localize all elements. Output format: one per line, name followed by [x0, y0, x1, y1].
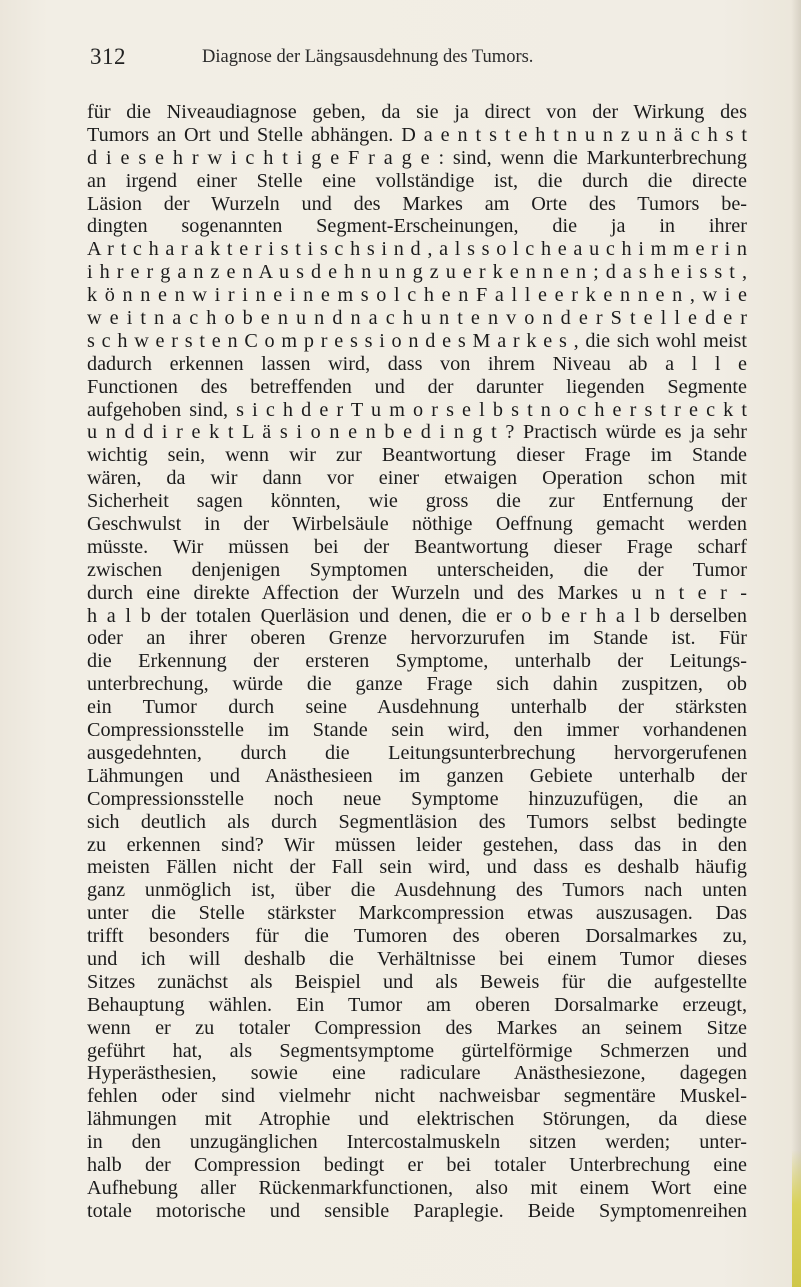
text-line: w e i t n a c h o b e n u n d n a c h u n t e n v o n d e r S t e l l e d e r	[87, 307, 747, 330]
text-line: und ich will deshalb die Verhältnisse bei einem Tumor dieses	[87, 947, 747, 970]
text-line: lähmungen mit Atrophie und elektrischen Störungen, da diese	[87, 1108, 747, 1131]
page-edge-discoloration	[792, 1150, 801, 1287]
text-line: ausgedehnten, durch die Leitungsunterbrechung hervorgerufenen	[87, 741, 747, 764]
text-line: Compressionsstelle im Stande sein wird, den immer vorhandenen	[87, 719, 747, 742]
page-edge-shadow	[791, 0, 801, 1287]
text-line: Lähmungen und Anästhesieen im ganzen Gebiete unterhalb der	[87, 764, 747, 787]
text-line: aufgehoben sind, s i c h d e r T u m o r s e l b s t n o c h e r s t r e c k t	[87, 398, 747, 421]
text-line: Aufhebung aller Rückenmarkfunctionen, also mit einem Wort eine	[87, 1176, 747, 1199]
text-line: trifft besonders für die Tumoren des oberen Dorsalmarkes zu,	[87, 925, 747, 948]
text-line: dingten sogenannten Segment-Erscheinungen, die ja in ihrer	[87, 215, 747, 238]
page-header	[90, 44, 740, 72]
text-line: geführt hat, als Segmentsymptome gürtelförmige Schmerzen und	[87, 1039, 747, 1062]
text-line: u n d d i r e k t L ä s i o n e n b e d i n g t ? Practisch würde es ja sehr	[87, 421, 747, 444]
text-line: durch eine direkte Affection der Wurzeln und des Markes u n t e r -	[87, 581, 747, 604]
text-line: A r t c h a r a k t e r i s t i s c h s i n d , a l s s o l c h e a u c h i m m e r i n	[87, 238, 747, 261]
text-line: Sicherheit sagen könnten, wie gross die zur Entfernung der	[87, 490, 747, 513]
text-line: h a l b der totalen Querläsion und denen, die er o b e r h a l b derselben	[87, 604, 747, 627]
text-line: wenn er zu totaler Compression des Markes an seinem Sitze	[87, 1016, 747, 1039]
text-line: Compressionsstelle noch neue Symptome hinzuzufügen, die an	[87, 787, 747, 810]
running-title: Diagnose der Längsausdehnung des Tumors.	[202, 47, 534, 67]
text-line: sich deutlich als durch Segmentläsion des Tumors selbst bedingte	[87, 810, 747, 833]
text-line: oder an ihrer oberen Grenze hervorzurufen im Stande ist. Für	[87, 627, 747, 650]
text-line: Läsion der Wurzeln und des Markes am Orte des Tumors be-	[87, 192, 747, 215]
text-line: i h r e r g a n z e n A u s d e h n u n g z u e r k e n n e n ; d a s h e i s s t ,	[87, 261, 747, 284]
text-line: für die Niveaudiagnose geben, da sie ja direct von der Wirkung des	[87, 101, 747, 123]
text-line: Geschwulst in der Wirbelsäule nöthige Oeffnung gemacht werden	[87, 513, 747, 536]
text-line: totale motorische und sensible Paraplegie. Beide Symptomenreihen	[87, 1199, 747, 1222]
text-line: zu erkennen sind? Wir müssen leider gestehen, dass das in den	[87, 833, 747, 856]
text-line: die Erkennung der ersteren Symptome, unterhalb der Leitungs-	[87, 650, 747, 673]
text-line: unterbrechung, würde die ganze Frage sich dahin zuspitzen, ob	[87, 673, 747, 696]
text-line: d i e s e h r w i c h t i g e F r a g e : sind, wenn die Markunterbrechung	[87, 146, 747, 169]
text-line: unter die Stelle stärkster Markcompression etwas auszusagen. Das	[87, 902, 747, 925]
text-line: k ö n n e n w i r i n e i n e m s o l c h e n F a l l e e r k e n n e n , w i e	[87, 284, 747, 307]
text-line: Sitzes zunächst als Beispiel und als Beweis für die aufgestellte	[87, 970, 747, 993]
text-line: Hyperästhesien, sowie eine radiculare Anästhesiezone, dagegen	[87, 1062, 747, 1085]
text-line: meisten Fällen nicht der Fall sein wird, und dass es deshalb häufig	[87, 856, 747, 879]
text-line: ein Tumor durch seine Ausdehnung unterhalb der stärksten	[87, 696, 747, 719]
text-line: s c h w e r s t e n C o m p r e s s i o n d e s M a r k e s , die sich wohl meist	[87, 329, 747, 352]
text-line: Behauptung wählen. Ein Tumor am oberen Dorsalmarke erzeugt,	[87, 993, 747, 1016]
text-line: Functionen des betreffenden und der darunter liegenden Segmente	[87, 375, 747, 398]
text-line: fehlen oder sind vielmehr nicht nachweisbar segmentäre Muskel-	[87, 1085, 747, 1108]
text-line: dadurch erkennen lassen wird, dass von ihrem Niveau ab a l l e	[87, 352, 747, 375]
text-line: Tumors an Ort und Stelle abhängen. D a e n t s t e h t n u n z u n ä c h s t	[87, 123, 747, 146]
body-text	[87, 101, 747, 1246]
page-number: 312	[90, 44, 126, 69]
text-line: an irgend einer Stelle eine vollständige ist, die durch die directe	[87, 169, 747, 192]
text-line: wären, da wir dann vor einer etwaigen Operation schon mit	[87, 467, 747, 490]
text-line: halb der Compression bedingt er bei totaler Unterbrechung eine	[87, 1153, 747, 1176]
text-line: müsste. Wir müssen bei der Beantwortung dieser Frage scharf	[87, 535, 747, 558]
text-line: ganz unmöglich ist, über die Ausdehnung des Tumors nach unten	[87, 879, 747, 902]
text-line: wichtig sein, wenn wir zur Beantwortung dieser Frage im Stande	[87, 444, 747, 467]
text-line	[87, 1223, 747, 1246]
text-line: in den unzugänglichen Intercostalmuskeln sitzen werden; unter-	[87, 1131, 747, 1154]
text-line: zwischen denjenigen Symptomen unterscheiden, die der Tumor	[87, 558, 747, 581]
